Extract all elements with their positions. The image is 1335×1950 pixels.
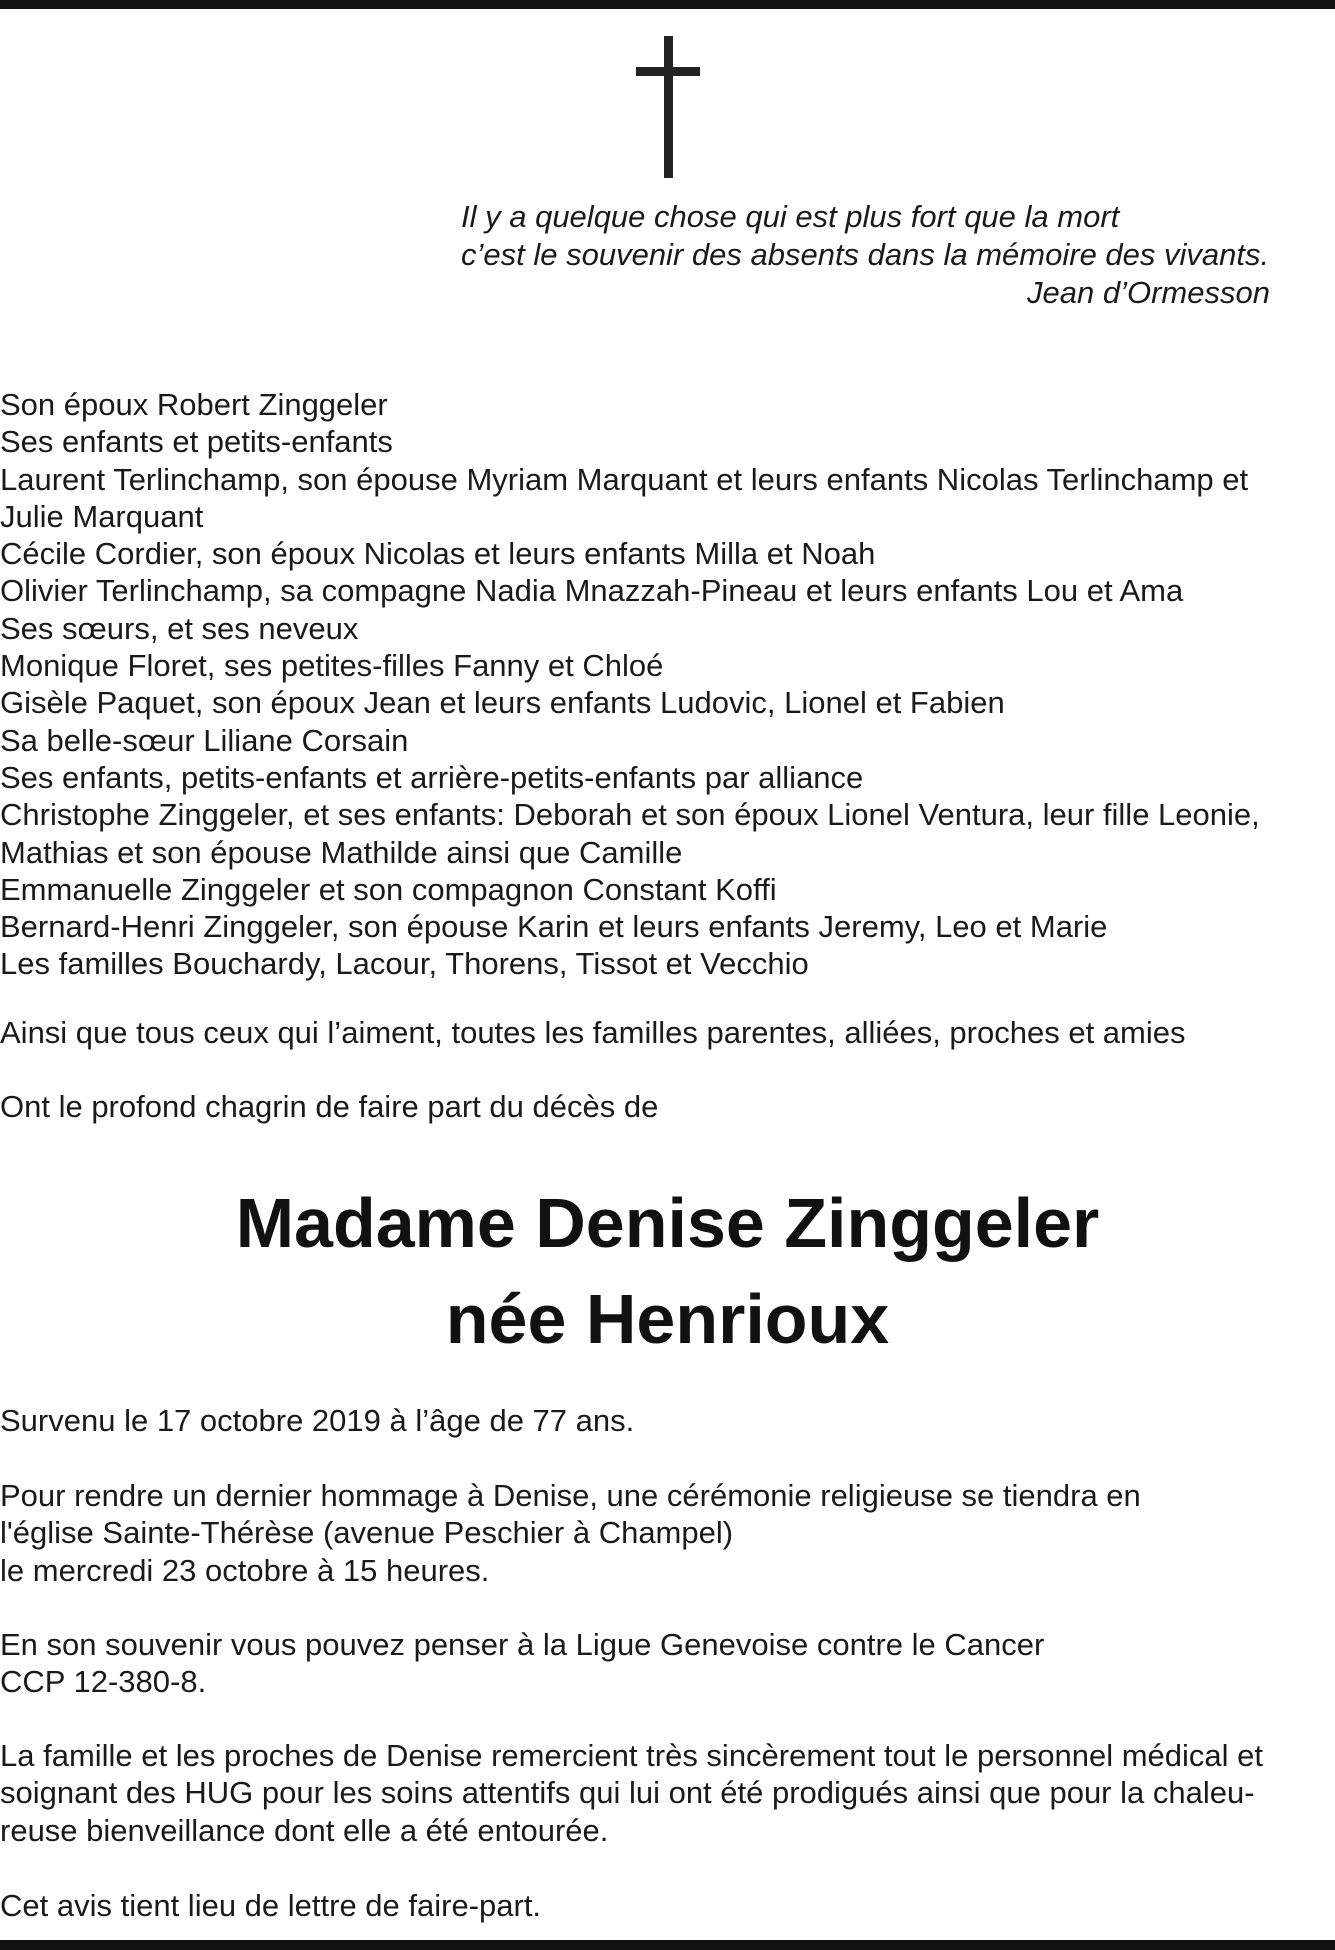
family-line: Sa belle-sœur Liliane Corsain: [0, 722, 409, 758]
family-line: Olivier Terlinchamp, sa compagne Nadia Mnazzah-Pineau et leurs enfants Lou et Ama: [0, 573, 1184, 609]
family-line: Son époux Robert Zinggeler: [0, 387, 388, 422]
top-border-rule: [0, 0, 1335, 9]
donation-line: En son souvenir vous pouvez penser à la Ligue Genevoise contre le Cancer: [0, 1627, 1045, 1662]
family-line: Emmanuelle Zinggeler et son compagnon Constant Koffi: [0, 871, 777, 907]
death-paragraph: [0, 1402, 1330, 1439]
family-line: Ses enfants et petits-enfants: [0, 424, 393, 460]
family-line: Bernard-Henri Zinggeler, son épouse Karin et leurs enfants Jeremy, Leo et Marie: [0, 909, 1108, 945]
quote-line-1: Il y a quelque chose qui est plus fort que la mort: [461, 199, 1120, 234]
ceremony-line: l'église Sainte-Thérèse (avenue Peschier à Champel): [0, 1515, 734, 1551]
family-line: Cécile Cordier, son époux Nicolas et leurs enfants Milla et Noah: [0, 536, 876, 572]
ceremony-line: le mercredi 23 octobre à 15 heures.: [0, 1552, 490, 1588]
deceased-maiden-name: née Henrioux: [445, 1280, 890, 1358]
family-line: Mathias et son épouse Mathilde ainsi que Camille: [0, 834, 683, 870]
quote-line-2: c’est le souvenir des absents dans la mémoire des vivants.: [461, 237, 1270, 272]
family-line: Ses enfants, petits-enfants et arrière-petits-enfants par alliance: [0, 759, 864, 795]
others-paragraph: [0, 1014, 1330, 1051]
thanks-line: reuse bienveillance dont elle a été entourée.: [0, 1812, 609, 1848]
epigraph-quote: [461, 198, 1321, 312]
donation-line: CCP 12-380-8.: [0, 1664, 207, 1700]
thanks-paragraph: [0, 1737, 1330, 1849]
bottom-border-rule: [0, 1940, 1335, 1950]
others-line: Ainsi que tous ceux qui l’aiment, toutes les familles parentes, alliées, proches et amies: [0, 1015, 1186, 1050]
family-line: Ses sœurs, et ses neveux: [0, 610, 359, 646]
cross-icon: [636, 36, 700, 178]
family-line: Laurent Terlinchamp, son épouse Myriam Marquant et leurs enfants Nicolas Terlinchamp et: [0, 461, 1249, 497]
deceased-name-block: [0, 1175, 1335, 1367]
ceremony-paragraph: [0, 1477, 1330, 1589]
thanks-line: soignant des HUG pour les soins attentifs qui lui ont été prodigués ainsi que pour la chaleu-: [0, 1775, 1255, 1811]
family-line: Julie Marquant: [0, 498, 204, 534]
ceremony-line: Pour rendre un dernier hommage à Denise, une cérémonie religieuse se tiendra en: [0, 1478, 1141, 1513]
donation-paragraph: [0, 1626, 1330, 1701]
closing-paragraph: [0, 1887, 1330, 1924]
family-line: Monique Floret, ses petites-filles Fanny et Chloé: [0, 648, 664, 684]
closing-line: Cet avis tient lieu de lettre de faire-part.: [0, 1888, 542, 1923]
family-line: Les familles Bouchardy, Lacour, Thorens, Tissot et Vecchio: [0, 946, 809, 982]
family-line: Gisèle Paquet, son époux Jean et leurs enfants Ludovic, Lionel et Fabien: [0, 685, 1005, 721]
death-line: Survenu le 17 octobre 2019 à l’âge de 77 ans.: [0, 1403, 635, 1438]
announce-line: Ont le profond chagrin de faire part du décès de: [0, 1089, 659, 1124]
quote-author: Jean d’Ormesson: [1027, 275, 1270, 310]
family-list: [0, 386, 1330, 983]
announce-paragraph: [0, 1088, 1330, 1125]
family-line: Christophe Zinggeler, et ses enfants: Deborah et son époux Lionel Ventura, leur fille Leonie,: [0, 797, 1260, 833]
deceased-name: Madame Denise Zinggeler: [235, 1184, 1100, 1262]
thanks-line: La famille et les proches de Denise remercient très sincèrement tout le personnel médical et: [0, 1738, 1264, 1773]
